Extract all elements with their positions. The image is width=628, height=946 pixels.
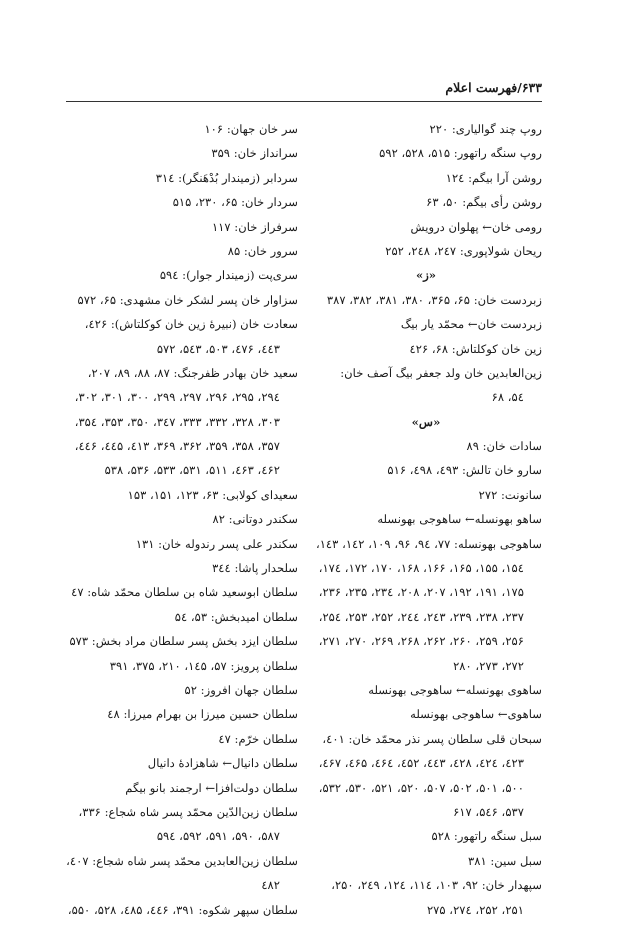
index-entry: سلطان جهان افروز: ۵۲ <box>184 682 298 697</box>
index-entry-continuation: ۲۳۷، ۲۳۸، ۲۳۹، ۲٤۳، ۲٤٤، ۲۵۲، ۲۵۳، ۲۵٤، <box>318 609 524 624</box>
index-entry-continuation: ۳۵۷، ۳۵۸، ۳۵۹، ۳۶۲، ۳۶۹، ٤۱۳، ٤٤۵، ٤٤۶، <box>74 439 280 454</box>
index-entry: سلطان ابوسعید شاه بن سلطان محمّد شاه: ٤۷ <box>71 585 298 600</box>
index-entry-continuation: ۲۹٤، ۲۹۵، ۲۹۶، ۲۹۷، ۲۹۹، ۳۰۰، ۳۰۱، ۳۰۲، <box>74 390 280 405</box>
index-entry: ساهوجی بهونسله: ۷۷، ۹٤، ۹۶، ۱۰۹، ۱٤۲، ۱٤۳، <box>315 536 542 551</box>
index-column-right <box>310 117 542 922</box>
section-letter-heading: «س» <box>411 414 441 429</box>
index-entry: سبل سین: ۳۸۱ <box>468 853 542 868</box>
index-entry-continuation: ۵۰۰، ۵۰۱، ۵۰۲، ۵۰۷، ۵۲۰، ۵۲۱، ۵۳۰، ۵۳۲، <box>318 780 524 795</box>
index-entry: سلطان پرویز: ۵۷، ۱٤۵، ۲۱۰، ۳۷۵، ۳۹۱ <box>109 658 298 673</box>
index-entry: سلطان حسین میرزا بن بهرام میرزا: ٤۸ <box>107 707 298 722</box>
index-entry: روپ سنگه راتهور: ۵۱۵، ۵۲۸، ۵۹۲ <box>379 146 542 161</box>
index-entry: سرانداز خان: ۳۵۹ <box>211 146 298 161</box>
index-entry: سکندر علی پسر رندوله خان: ۱۳۱ <box>135 536 298 551</box>
index-entry: سر خان جهان: ۱۰۶ <box>204 122 298 136</box>
index-entry-continuation: ٤٤۳، ٤۷۶، ۵۰۳، ۵٤۳، ۵۷۲ <box>156 341 280 356</box>
index-entry: سارو خان تالش: ٤۹۳، ٤۹۸، ۵۱۶ <box>387 463 542 478</box>
index-entry-continuation: ۵۸۷، ۵۹۰، ۵۹۱، ۵۹۲، ۵۹٤ <box>156 829 280 844</box>
index-entry: سردابر (زمیندار بُدْهَنگر): ۳۱٤ <box>155 170 298 185</box>
index-entry: سرفراز خان: ۱۱۷ <box>211 219 298 234</box>
index-entry: سلحدار پاشا: ۳٤٤ <box>212 561 298 576</box>
index-entry: سعادت خان (نبیرهٔ زین خان کوکلتاش): ٤۲۶، <box>84 317 298 332</box>
index-entry: سردار خان: ۶۵، ۲۳۰، ۵۱۵ <box>172 195 298 210</box>
index-entry: سلطان زین‌الدّین محمّد پسر شاه شجاع: ۳۳۶، <box>78 804 298 819</box>
index-entry-continuation: ٤۸۲ <box>261 878 280 893</box>
index-entry-continuation: ۲۷۲، ۲۷۳، ۲۸۰ <box>453 658 524 673</box>
index-entry: ساهوی بهونسله← ساهوجی بهونسله <box>368 682 542 697</box>
index-entry-continuation: ۱۷۵، ۱۹۱، ۱۹۲، ۲۰۷، ۲۰۸، ۲۳٤، ۲۳۵، ۲۳۶، <box>318 585 524 600</box>
index-entry-continuation: ۳۰۳، ۳۲۸، ۳۳۲، ۳۳۳، ۳٤۷، ۳۵۰، ۳۵۳، ۳۵٤، <box>74 414 280 429</box>
index-entry: روشن آرا بیگم: ۱۲٤ <box>445 170 542 185</box>
index-entry-continuation: ۲۵۶، ۲۵۹، ۲۶۰، ۲۶۲، ۲۶۸، ۲۶۹، ۲۷۰، ۲۷۱، <box>318 634 524 649</box>
index-entry: زبردست خان: ۶۵، ۳۶۵، ۳۸۰، ۳۸۱، ۳۸۲، ۳۸۷ <box>326 292 542 307</box>
index-entry: سلطان سپهر شکوه: ۳۹۱، ٤٤۶، ٤۸۵، ۵۲۸، ۵۵۰، <box>67 902 298 917</box>
index-entry-continuation: ۵٤، ۶۸ <box>491 390 524 405</box>
section-letter-heading: «ز» <box>415 268 437 283</box>
header-rule <box>66 101 542 102</box>
index-entry: سادات خان: ۸۹ <box>466 439 542 454</box>
index-entry: روپ چند گوالیاری: ۲۲۰ <box>429 122 542 136</box>
running-header: ۶۳۳/فهرست اعلام <box>445 80 542 95</box>
index-entry: سانونت: ۲۷۲ <box>478 487 542 502</box>
index-entry: سعید خان بهادر ظفرجنگ: ۸۷، ۸۸، ۸۹، ۲۰۷، <box>87 365 298 380</box>
index-entry: سزاوار خان پسر لشکر خان مشهدی: ۶۵، ۵۷۲ <box>77 292 298 307</box>
index-entry: سلطان ایزد بخش پسر سلطان مراد بخش: ۵۷۳ <box>69 634 298 649</box>
index-entry-continuation: ۱۵٤، ۱۵۵، ۱۶۵، ۱۶۶، ۱۶۸، ۱۷۰، ۱۷۲، ۱۷٤، <box>318 561 524 576</box>
index-entry: سلطان امیدبخش: ۵۳، ۵٤ <box>174 609 298 624</box>
index-entry: زبردست خان← محمّد یار بیگ <box>400 317 542 332</box>
index-entry: ساهو بهونسله← ساهوجی بهونسله <box>377 512 542 527</box>
index-entry: سبل سنگه راتهور: ۵۲۸ <box>431 829 542 844</box>
index-entry: روشن رأی بیگم: ۵۰، ۶۳ <box>426 195 542 210</box>
index-entry: سپهدار خان: ۹۲، ۱۰۳، ۱۱٤، ۱۲٤، ۲٤۹، ۲۵۰، <box>331 878 542 893</box>
index-entry: ریحان شولاپوری: ۲٤۷، ۲٤۸، ۲۵۲ <box>385 243 542 258</box>
index-entry: سلطان خرّم: ٤۷ <box>218 731 298 746</box>
index-entry: زین‌العابدین خان ولد جعفر بیگ آصف خان: <box>340 365 542 380</box>
index-entry-continuation: ۵۳۷، ۵٤۶، ۶۱۷ <box>453 804 524 819</box>
index-entry: سلطان زین‌العابدین محمّد پسر شاه شجاع: ٤۰۷، <box>66 853 298 868</box>
index-entry: سلطان دولت‌افزا← ارجمند بانو بیگم <box>125 780 298 795</box>
index-entry-continuation: ۲۵۱، ۲۵۲، ۲۷٤، ۲۷۵ <box>426 902 524 917</box>
index-entry: سلطان دانیال← شاهزادهٔ دانیال <box>147 756 298 771</box>
index-entry: سبحان قلی سلطان پسر نذر محمّد خان: ٤۰۱، <box>322 731 542 746</box>
index-entry: رومی خان← پهلوان درویش <box>410 219 542 234</box>
index-entry: سکندر دوتانی: ۸۲ <box>212 512 298 527</box>
index-entry: سعیدای کولابی: ۶۳، ۱۲۳، ۱۵۱، ۱۵۳ <box>127 487 298 502</box>
index-entry-continuation: ٤۲۳، ٤۲٤، ٤۲۸، ٤٤۳، ٤۵۲، ٤۶٤، ٤۶۵، ٤۶۷، <box>318 756 524 771</box>
index-entry: سری‌پت (زمیندار جوار): ۵۹٤ <box>159 268 298 283</box>
index-entry: زین خان کوکلتاش: ۶۸، ٤۲۶ <box>409 341 542 356</box>
index-entry: ساهوی← ساهوجی بهونسله <box>410 707 542 722</box>
index-entry-continuation: ٤۶۲، ٤۶۳، ۵۱۱، ۵۳۱، ۵۳۳، ۵۳۶، ۵۳۸ <box>104 463 280 478</box>
index-entry: سرور خان: ۸۵ <box>227 243 298 258</box>
index-column-left <box>66 117 298 922</box>
